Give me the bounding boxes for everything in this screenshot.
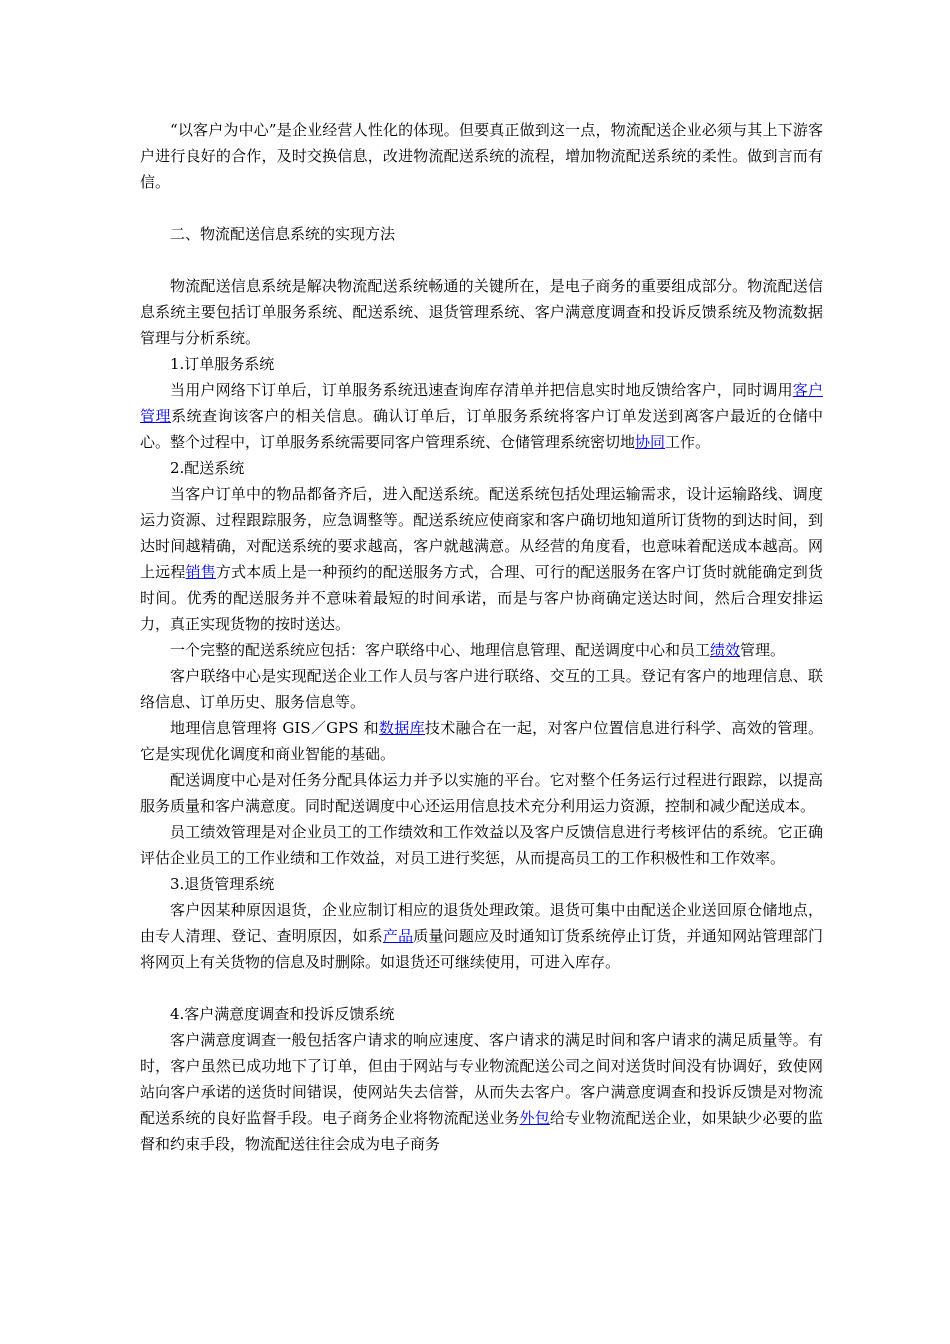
- returns-system-paragraph: 客户因某种原因退货，企业应制订相应的退货处理政策。退货可集中由配送企业送回原仓储地点，由专人清理、登记、查明原因，如系产品质量问题应及时通知订货系统停止订货，并通知网站管理部门将网页上有关货物的信息及时删除。如退货还可继续使用，可进入库存。: [140, 901, 823, 971]
- dispatch-center-paragraph: 配送调度中心是对任务分配具体运力并予以实施的平台。它对整个任务运行过程进行跟踪，以提高服务质量和客户满意度。同时配送调度中心还运用信息技术充分利用运力资源，控制和减少配送成本。: [140, 771, 823, 815]
- order-system-paragraph: 当用户网络下订单后，订单服务系统迅速查询库存清单并把信息实时地反馈给客户，同时调用客户管理系统查询该客户的相关信息。确认订单后，订单服务系统将客户订单发送到离客户最近的仓储中心。整个过程中，订单服务系统需要同客户管理系统、仓储管理系统密切地协同工作。: [140, 381, 823, 451]
- product-link[interactable]: 产品: [382, 927, 414, 945]
- order-system-heading: 1.订单服务系统: [170, 355, 275, 373]
- delivery-system-paragraph: 当客户订单中的物品都备齐后，进入配送系统。配送系统包括处理运输需求，设计运输路线、调度运力资源、过程跟踪服务，应急调整等。配送系统应使商家和客户确切地知道所订货物的到达时间，到达时间越精确，对配送系统的要求越高，客户就越满意。从经营的角度看，也意味着配送成本越高。网上远程销售方式本质上是一种预约的配送服务方式，合理、可行的配送服务在客户订货时就能确定到货时间。优秀的配送服务并不意味着最短的时间承诺，而是与客户协商确定送达时间，然后合理安排运力，真正实现货物的按时送达。: [140, 485, 823, 633]
- contact-center-paragraph: 客户联络中心是实现配送企业工作人员与客户进行联络、交互的工具。登记有客户的地理信息、联络信息、订单历史、服务信息等。: [140, 667, 823, 711]
- intro-paragraph: “以客户为中心”是企业经营人性化的体现。但要真正做到这一点，物流配送企业必须与其上下游客户进行良好的合作，及时交换信息，改进物流配送系统的流程，增加物流配送系统的柔性。做到言而有信。: [140, 121, 823, 191]
- collaboration-link[interactable]: 协同: [635, 433, 666, 451]
- returns-system-heading: 3.退货管理系统: [170, 875, 275, 893]
- geo-info-paragraph: 地理信息管理将 GIS／GPS 和数据库技术融合在一起，对客户位置信息进行科学、高效的管理。它是实现优化调度和商业智能的基础。: [140, 719, 823, 763]
- outsourcing-link[interactable]: 外包: [519, 1109, 550, 1127]
- document-page: [140, 117, 823, 1157]
- section-paragraph: 物流配送信息系统是解决物流配送系统畅通的关键所在，是电子商务的重要组成部分。物流配送信息系统主要包括订单服务系统、配送系统、退货管理系统、客户满意度调查和投诉反馈系统及物流数据管理与分析系统。: [140, 277, 823, 347]
- staff-performance-paragraph: 员工绩效管理是对企业员工的工作绩效和工作效益以及客户反馈信息进行考核评估的系统。它正确评估企业员工的工作业绩和工作效益，对员工进行奖惩，从而提高员工的工作积极性和工作效率。: [140, 823, 823, 867]
- section-heading: 二、物流配送信息系统的实现方法: [170, 225, 396, 243]
- sales-link[interactable]: 销售: [185, 563, 216, 581]
- satisfaction-system-paragraph: 客户满意度调查一般包括客户请求的响应速度、客户请求的满足时间和客户请求的满足质量等。有时，客户虽然已成功地下了订单，但由于网站与专业物流配送公司之间对送货时间没有协调好，致使网站向客户承诺的送货时间错误，使网站失去信誉，从而失去客户。客户满意度调查和投诉反馈是对物流配送系统的良好监督手段。电子商务企业将物流配送业务外包给专业物流配送企业，如果缺少必要的监督和约束手段，物流配送往往会成为电子商务: [140, 1031, 823, 1153]
- delivery-system-heading: 2.配送系统: [170, 459, 245, 477]
- delivery-components-paragraph: 一个完整的配送系统应包括：客户联络中心、地理信息管理、配送调度中心和员工绩效管理。: [170, 641, 786, 659]
- satisfaction-system-heading: 4.客户满意度调查和投诉反馈系统: [170, 1005, 395, 1023]
- customer-management-link[interactable]: 客户管理: [140, 381, 823, 425]
- performance-link[interactable]: 绩效: [710, 641, 741, 659]
- database-link[interactable]: 数据库: [378, 719, 425, 737]
